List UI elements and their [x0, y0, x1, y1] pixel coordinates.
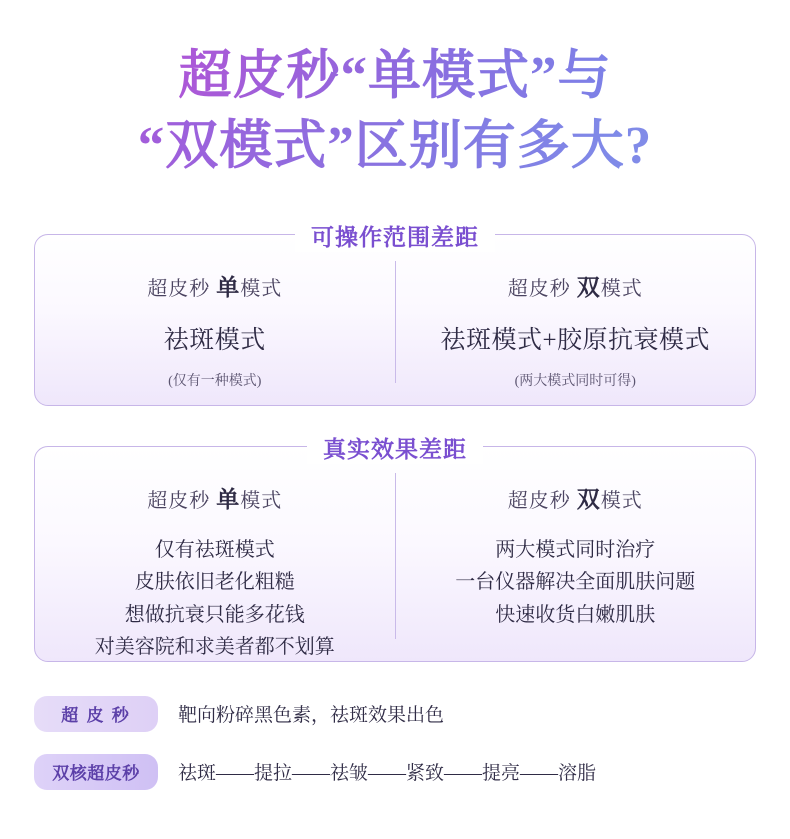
mode-label-strong: 双 [576, 486, 601, 512]
mode-label-dual [508, 481, 643, 514]
column-dual-mode [396, 235, 756, 405]
mode-label-strong: 双 [576, 274, 601, 300]
mode-label-strong: 单 [216, 274, 241, 300]
mode-label-suffix: 模式 [600, 277, 643, 300]
list-item: 对美容院和求美者都不划算 [94, 636, 335, 659]
comparison-card-effect [34, 436, 756, 662]
legend-text-dual: 祛斑——提拉——祛皱——紧致——提亮——溶脂 [178, 763, 597, 785]
comparison-card-scope [34, 224, 756, 406]
column-single-mode [35, 235, 395, 405]
card-heading-effect: 真实效果差距 [307, 431, 483, 464]
effect-single-list [95, 534, 335, 664]
list-item: 仅有祛斑模式 [154, 538, 275, 561]
status-badge-single: 超 皮 秒 [34, 696, 158, 732]
scope-dual-sub: (两大模式同时可得) [514, 373, 636, 389]
scope-single-sub: (仅有一种模式) [168, 373, 262, 389]
column-single-mode [35, 447, 395, 661]
mode-label-prefix: 超皮秒 [507, 489, 577, 512]
mode-label-suffix: 模式 [240, 489, 283, 512]
legend-text-single: 靶向粉碎黑色素，祛斑效果出色 [178, 705, 445, 727]
column-dual-mode [396, 447, 756, 661]
scope-dual-main: 祛斑模式+胶原抗衰模式 [440, 326, 711, 354]
card-columns [35, 235, 755, 405]
list-item: 快速收货白嫩肌肤 [495, 603, 656, 626]
mode-label-single [147, 481, 282, 514]
mode-label-prefix: 超皮秒 [147, 277, 217, 300]
effect-dual-list [455, 534, 695, 631]
list-item: 想做抗衰只能多花钱 [124, 603, 305, 626]
legend-section [34, 696, 756, 790]
legend-row-single [34, 696, 756, 732]
title-line-2: “双模式”区别有多大? [0, 112, 790, 182]
card-heading-scope: 可操作范围差距 [295, 219, 495, 252]
mode-label-prefix: 超皮秒 [147, 489, 217, 512]
title-line-1: 超皮秒“单模式”与 [0, 42, 790, 112]
card-columns [35, 447, 755, 661]
mode-label-prefix: 超皮秒 [507, 277, 577, 300]
status-badge-dual: 双核超皮秒 [34, 754, 158, 790]
mode-label-single [147, 269, 282, 302]
list-item: 皮肤依旧老化粗糙 [134, 571, 295, 594]
legend-row-dual [34, 754, 756, 790]
mode-label-suffix: 模式 [600, 489, 643, 512]
mode-label-dual [508, 269, 643, 302]
list-item: 一台仪器解决全面肌肤问题 [455, 571, 696, 594]
list-item: 两大模式同时治疗 [495, 538, 656, 561]
page-title [0, 0, 790, 182]
mode-label-suffix: 模式 [240, 277, 283, 300]
mode-label-strong: 单 [216, 486, 241, 512]
scope-single-main: 祛斑模式 [163, 326, 266, 354]
